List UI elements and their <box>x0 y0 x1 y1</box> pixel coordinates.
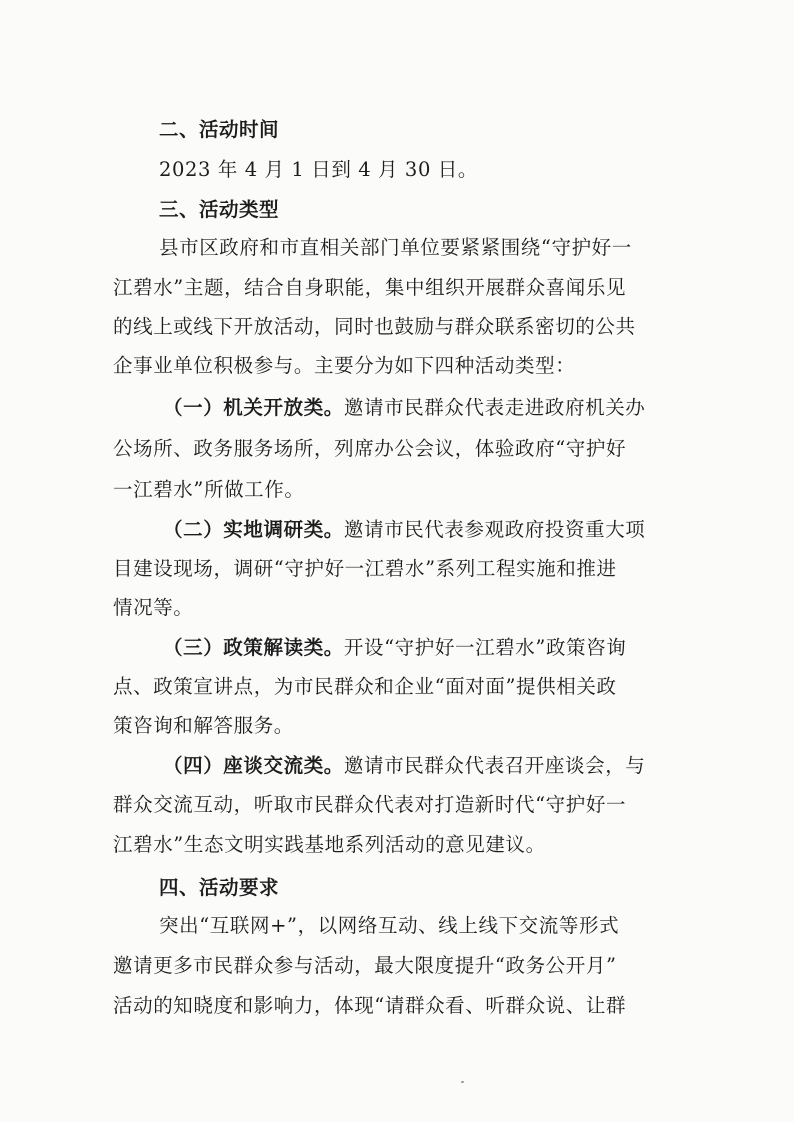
type-item-1-line-2: 公场所、政务服务场所，列席办公会议，体验政府“守护好 <box>113 437 627 460</box>
section-heading-time: 二、活动时间 <box>159 118 280 141</box>
requirements-line-1: 突出“互联网+”，以网络互动、线上线下交流等形式 <box>159 914 620 937</box>
type-item-3-line-3: 策咨询和解答服务。 <box>113 714 294 737</box>
type-item-3-lead: （三）政策解读类。 <box>163 636 344 659</box>
type-item-2-text: 邀请市民代表参观政府投资重大项 <box>343 518 646 541</box>
type-item-2-line-3: 情况等。 <box>113 596 194 619</box>
types-intro-line-1: 县市区政府和市直相关部门单位要紧紧围绕“守护好一 <box>159 236 632 259</box>
types-intro-line-3: 的线上或线下开放活动，同时也鼓励与群众联系密切的公共 <box>113 315 636 338</box>
type-item-4 <box>163 754 683 778</box>
section-heading-requirements: 四、活动要求 <box>159 876 280 899</box>
type-item-1 <box>163 396 683 420</box>
type-item-1-line-3: 一江碧水”所做工作。 <box>113 478 305 501</box>
type-item-2-line-2: 目建设现场，调研“守护好一江碧水”系列工程实施和推进 <box>113 557 617 580</box>
section-heading-types: 三、活动类型 <box>159 198 280 221</box>
type-item-4-line-3: 江碧水”生态文明实践基地系列活动的意见建议。 <box>113 833 546 856</box>
type-item-4-text: 邀请市民群众代表召开座谈会，与 <box>343 754 646 777</box>
type-item-1-lead: （一）机关开放类。 <box>163 396 344 419</box>
type-item-2 <box>163 518 683 542</box>
types-intro-line-4: 企事业单位积极参与。主要分为如下四种活动类型： <box>113 354 576 377</box>
scan-speck <box>461 1081 464 1083</box>
type-item-3-line-2: 点、政策宣讲点，为市民群众和企业“面对面”提供相关政 <box>113 675 617 698</box>
type-item-3 <box>163 636 683 660</box>
requirements-line-2: 邀请更多市民群众参与活动，最大限度提升“政务公开月” <box>113 954 617 977</box>
type-item-2-lead: （二）实地调研类。 <box>163 518 344 541</box>
type-item-4-lead: （四）座谈交流类。 <box>163 754 344 777</box>
type-item-1-text: 邀请市民群众代表走进政府机关办 <box>343 396 646 419</box>
types-intro-line-2: 江碧水”主题，结合自身职能，集中组织开展群众喜闻乐见 <box>113 276 627 299</box>
type-item-4-line-2: 群众交流互动，听取市民群众代表对打造新时代“守护好一 <box>113 793 627 816</box>
type-item-3-text: 开设“守护好一江碧水”政策咨询 <box>343 636 627 659</box>
requirements-line-3: 活动的知晓度和影响力，体现“请群众看、听群众说、让群 <box>113 994 627 1017</box>
time-text: 2023 年 4 月 1 日到 4 月 30 日。 <box>159 158 478 181</box>
